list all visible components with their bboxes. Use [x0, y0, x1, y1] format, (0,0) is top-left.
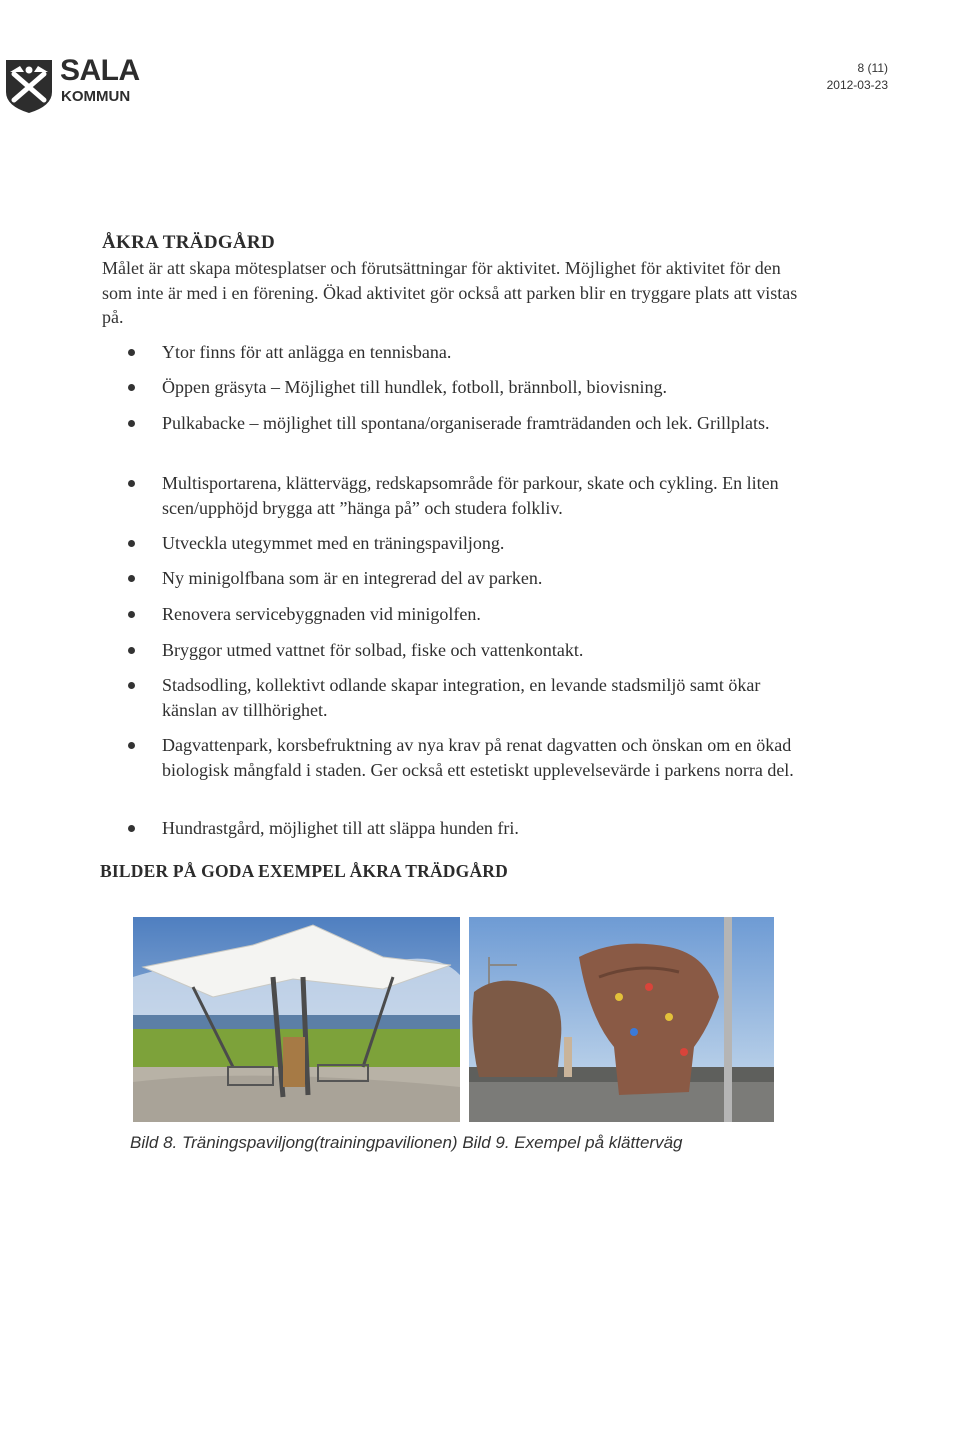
list-item-text: Pulkabacke – möjlighet till spontana/organiserade framträdanden och lek. Grillplats. [162, 413, 770, 433]
sala-kommun-logo [4, 56, 154, 116]
page-number: 8 (11) [857, 61, 888, 75]
bullet-icon [128, 647, 135, 654]
list-item-text: Ny minigolfbana som är en integrerad del av parken. [162, 568, 543, 588]
figure-caption: Bild 8. Träningspaviljong(trainingpavilionen) Bild 9. Exempel på klätterväg [130, 1133, 683, 1152]
bullet-icon [128, 682, 135, 689]
list-item-text: Dagvattenpark, korsbefruktning av nya krav på renat dagvatten och önskan om en ökad biologisk mångfald i staden. Ger också ett estetiskt upplevelsevärde i parkens norra del. [162, 735, 794, 780]
logo-subtitle: KOMMUN [61, 88, 131, 105]
list-item-text: Ytor finns för att anlägga en tennisbana. [162, 342, 452, 362]
section-title: ÅKRA TRÄDGÅRD [102, 232, 275, 253]
section-intro: Målet är att skapa mötesplatser och förutsättningar för aktivitet. Möjlighet för aktivitet för den som inte är med i en förening. Ökad aktivitet gör också att parken blir en tryggare plats att vistas på. [102, 258, 798, 327]
list-item-text: Hundrastgård, möjlighet till att släppa hunden fri. [162, 818, 519, 838]
bullet-icon [128, 349, 135, 356]
list-item-text: Renovera servicebyggnaden vid minigolfen. [162, 604, 481, 624]
bullet-icon [128, 540, 135, 547]
logo-name: SALA [60, 54, 140, 87]
bullet-icon [128, 825, 135, 832]
bullet-icon [128, 611, 135, 618]
page-meta [827, 60, 888, 94]
list-item-text: Stadsodling, kollektivt odlande skapar integration, en levande stadsmiljö samt ökar känslan av tillhörighet. [162, 675, 761, 720]
training-pavilion-photo [133, 917, 460, 1122]
examples-heading: BILDER PÅ GODA EXEMPEL ÅKRA TRÄDGÅRD [100, 861, 508, 881]
bullet-icon [128, 384, 135, 391]
list-item-text: Öppen gräsyta – Möjlighet till hundlek, fotboll, brännboll, biovisning. [162, 377, 667, 397]
bullet-icon [128, 575, 135, 582]
list-item-text: Bryggor utmed vattnet för solbad, fiske och vattenkontakt. [162, 640, 584, 660]
climbing-wall-photo [469, 917, 774, 1122]
bullet-icon [128, 742, 135, 749]
document-date: 2012-03-23 [826, 78, 888, 92]
bullet-icon [128, 420, 135, 427]
list-item-text: Utveckla utegymmet med en träningspaviljong. [162, 533, 505, 553]
list-item-text: Multisportarena, klättervägg, redskapsområde för parkour, skate och cykling. En liten scen/upphöjd brygga att ”hänga på” och studera folkliv. [162, 473, 779, 518]
municipal-shield-icon [4, 56, 54, 114]
bullet-icon [128, 480, 135, 487]
